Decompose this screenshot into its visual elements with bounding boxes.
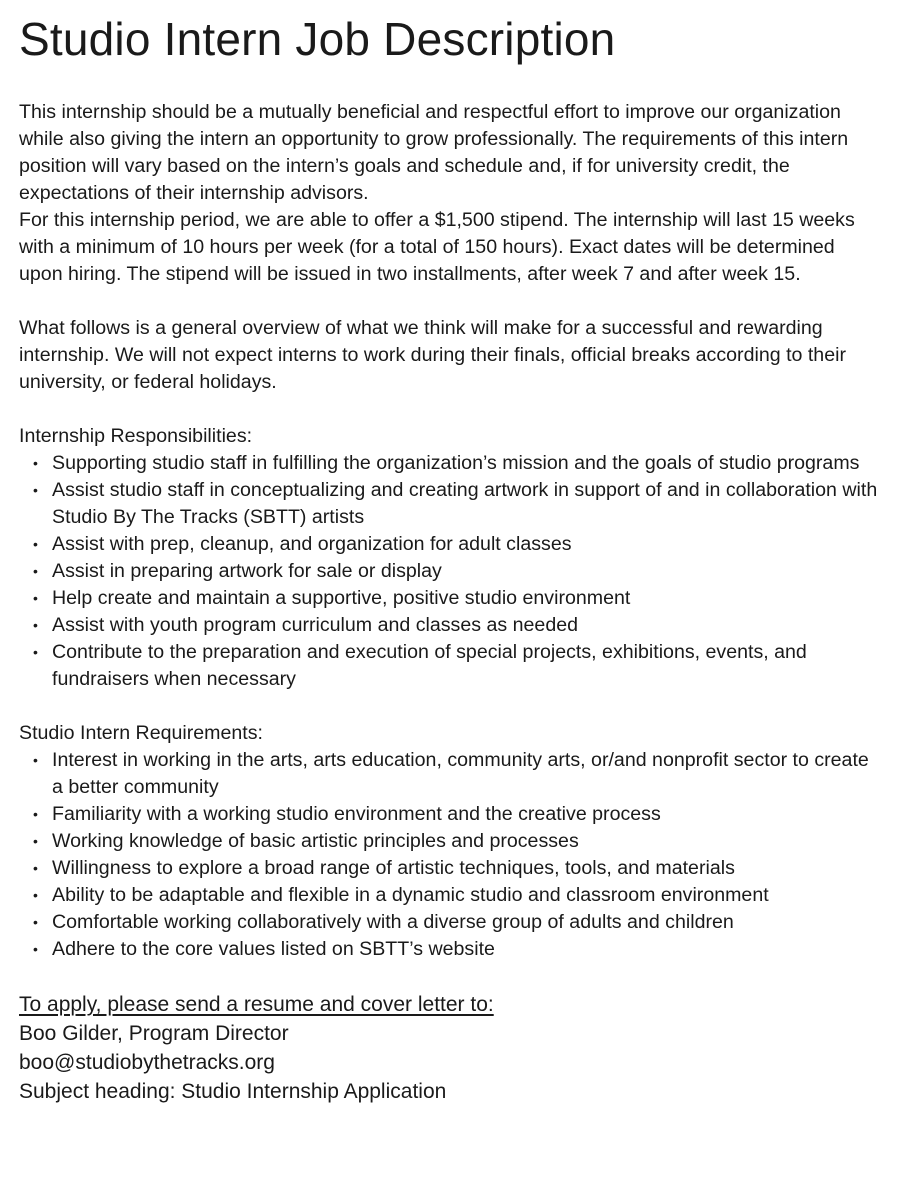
list-item-text: Contribute to the preparation and execution of special projects, exhibitions, events, and fundraisers when necessary (52, 641, 807, 690)
list-item (19, 531, 881, 558)
responsibilities-list (19, 450, 881, 693)
list-item-text: Assist in preparing artwork for sale or display (52, 560, 442, 582)
bullet-icon: • (33, 914, 38, 930)
list-item-text: Willingness to explore a broad range of artistic techniques, tools, and materials (52, 857, 735, 879)
bullet-icon: • (33, 941, 38, 957)
list-item (19, 477, 881, 531)
list-item (19, 855, 881, 882)
job-description-page (19, 0, 881, 1106)
list-item (19, 747, 881, 801)
intro-paragraph-2: For this internship period, we are able to offer a $1,500 stipend. The internship will last 15 weeks with a minimum of 10 hours per week (for a total of 150 hours). Exact dates will be determined upon hiring. The stipend will be issued in two installments, after week 7 and after week 15. (19, 209, 855, 285)
requirements-heading: Studio Intern Requirements: (19, 722, 263, 744)
bullet-icon: • (33, 752, 38, 768)
list-item (19, 639, 881, 693)
list-item (19, 882, 881, 909)
list-item-text: Supporting studio staff in fulfilling the organization’s mission and the goals of studio programs (52, 452, 860, 474)
bullet-icon: • (33, 536, 38, 552)
list-item (19, 801, 881, 828)
list-item (19, 612, 881, 639)
list-item-text: Adhere to the core values listed on SBTT’s website (52, 938, 495, 960)
bullet-icon: • (33, 833, 38, 849)
list-item-text: Working knowledge of basic artistic principles and processes (52, 830, 579, 852)
list-item (19, 558, 881, 585)
list-item-text: Assist with prep, cleanup, and organization for adult classes (52, 533, 572, 555)
spacer (19, 693, 881, 720)
list-item-text: Assist studio staff in conceptualizing and creating artwork in support of and in collaboration with Studio By The Tracks (SBTT) artists (52, 479, 878, 528)
list-item-text: Familiarity with a working studio environment and the creative process (52, 803, 661, 825)
intro-paragraph-1: This internship should be a mutually beneficial and respectful effort to improve our organization while also giving the intern an opportunity to grow professionally. The requirements of this intern position will vary based on the intern’s goals and schedule and, if for university credit, the expectations of their internship advisors. (19, 101, 849, 204)
requirements-list (19, 747, 881, 963)
list-item (19, 450, 881, 477)
document-body (19, 99, 881, 1106)
bullet-icon: • (33, 860, 38, 876)
page-title: Studio Intern Job Description (19, 13, 616, 65)
bullet-icon: • (33, 806, 38, 822)
bullet-icon: • (33, 563, 38, 579)
responsibilities-heading: Internship Responsibilities: (19, 425, 253, 447)
list-item-text: Help create and maintain a supportive, positive studio environment (52, 587, 631, 609)
subject-heading: Subject heading: Studio Internship Application (19, 1080, 447, 1103)
list-item (19, 936, 881, 963)
bullet-icon: • (33, 455, 38, 471)
list-item-text: Comfortable working collaboratively with a diverse group of adults and children (52, 911, 734, 933)
contact-email: boo@studiobythetracks.org (19, 1051, 275, 1074)
list-item-text: Interest in working in the arts, arts education, community arts, or/and nonprofit sector to create a better community (52, 749, 869, 798)
spacer (19, 396, 881, 423)
contact-name: Boo Gilder, Program Director (19, 1022, 289, 1045)
list-item (19, 909, 881, 936)
list-item-text: Ability to be adaptable and flexible in a dynamic studio and classroom environment (52, 884, 769, 906)
apply-heading: To apply, please send a resume and cover letter to: (19, 993, 494, 1016)
list-item-text: Assist with youth program curriculum and classes as needed (52, 614, 579, 636)
list-item (19, 585, 881, 612)
bullet-icon: • (33, 617, 38, 633)
list-item (19, 828, 881, 855)
intro-paragraph-3: What follows is a general overview of what we think will make for a successful and rewarding internship. We will not expect interns to work during their finals, official breaks according to their university, or federal holidays. (19, 317, 846, 393)
bullet-icon: • (33, 644, 38, 660)
spacer (19, 288, 881, 315)
bullet-icon: • (33, 590, 38, 606)
bullet-icon: • (33, 887, 38, 903)
bullet-icon: • (33, 482, 38, 498)
